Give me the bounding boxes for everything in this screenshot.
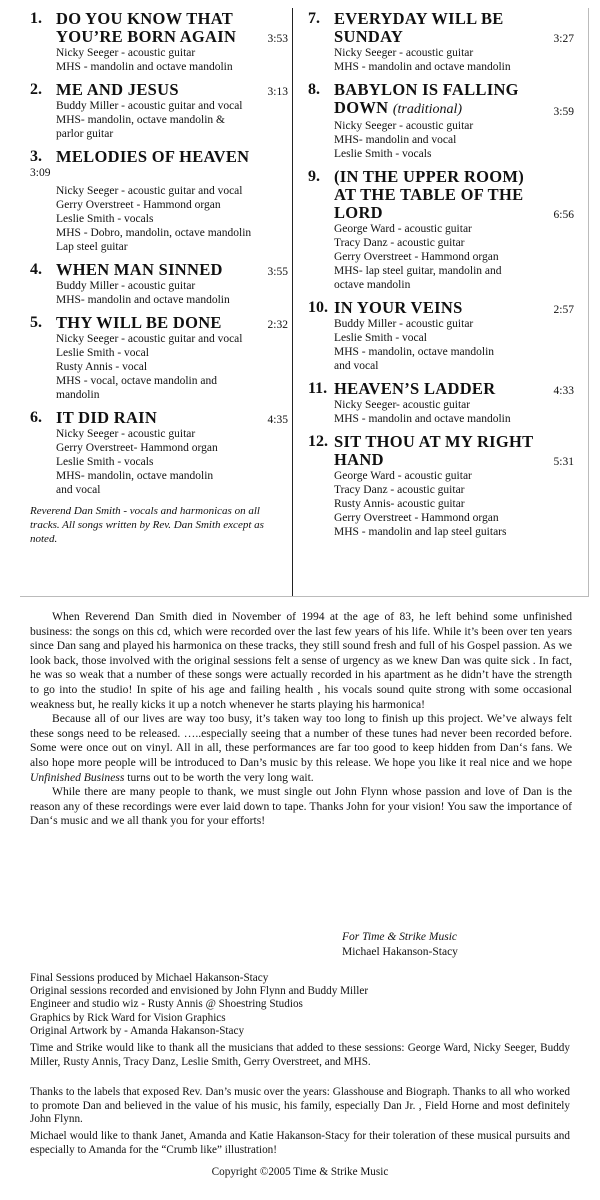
track-7 [308, 10, 574, 74]
track-6 [30, 409, 288, 497]
track-3 [30, 148, 288, 254]
credit-line: Nicky Seeger - acoustic guitar and vocal [56, 333, 243, 345]
copyright-notice: Copyright ©2005 Time & Strike Music [211, 1166, 389, 1178]
track-number: 5. [30, 314, 42, 331]
credit-line: parlor guitar [56, 128, 114, 140]
credit-line: MHS- mandolin, octave mandolin [56, 470, 214, 482]
credit-line: Gerry Overstreet- Hammond organ [56, 442, 218, 454]
thanks-labels: Thanks to the labels that exposed Rev. Dan’s music over the years: Glasshouse and Biograph. Thanks to all who worked to promote Dan and believed in the value of his music, his family, especially Dan Jr. , Field Horne and most definitely John Flynn. [30, 1086, 570, 1126]
credit-line: Buddy Miller - acoustic guitar [56, 280, 196, 292]
credit-line: MHS - vocal, octave mandolin and [56, 375, 217, 387]
track-credits [334, 398, 574, 426]
credit-line: Nicky Seeger - acoustic guitar [56, 47, 196, 59]
track-5 [30, 314, 288, 402]
track-title-note: (traditional) [392, 102, 463, 117]
credit-line: Lap steel guitar [56, 241, 128, 253]
track-credits [56, 184, 288, 254]
track-number: 2. [30, 81, 42, 98]
track-1 [30, 10, 288, 74]
production-line: Original Artwork by - Amanda Hakanson-Stacy [30, 1024, 245, 1037]
track-number: 9. [308, 168, 320, 185]
track-title: IT DID RAIN [56, 408, 158, 427]
track-number: 11. [308, 380, 328, 397]
production-line: Final Sessions produced by Michael Hakanson-Stacy [30, 972, 269, 984]
track-credits [56, 427, 288, 497]
production-line: Original sessions recorded and envisioned by John Flynn and Buddy Miller [30, 985, 369, 998]
track-title: IN YOUR VEINS [334, 298, 463, 317]
album-title-emphasis: Unfinished Business [30, 770, 125, 784]
credit-line: Buddy Miller - acoustic guitar and vocal [56, 100, 243, 112]
credit-line: Nicky Seeger - acoustic guitar [334, 47, 474, 59]
track-number: 12. [308, 433, 328, 450]
tracklist-right-column [308, 10, 574, 546]
track-duration: 4:33 [553, 385, 574, 397]
credit-line: MHS- mandolin, octave mandolin & [56, 114, 225, 126]
track-duration: 2:57 [553, 304, 574, 316]
track-title: HEAVEN’S LADDER [334, 379, 496, 398]
tracklist-left-column [30, 10, 288, 546]
credit-line: Rusty Annis - vocal [56, 361, 148, 373]
credit-line: Nicky Seeger - acoustic guitar [334, 120, 474, 132]
track-credits [56, 46, 288, 74]
track-credits [56, 279, 288, 307]
credit-line: and vocal [56, 484, 101, 496]
track-12 [308, 433, 574, 539]
track-title: DO YOU KNOW THAT YOU’RE BORN AGAIN [56, 9, 237, 46]
track-duration: 3:09 [30, 167, 51, 179]
thanks-family: Michael would like to thank Janet, Amanda and Katie Hakanson-Stacy for their toleration of these musical pursuits and especially to Amanda for the “Crumb like” illustration! [30, 1130, 570, 1156]
credit-line: Leslie Smith - vocal [56, 347, 149, 359]
credit-line: Nicky Seeger - acoustic guitar and vocal [56, 185, 243, 197]
track-title: MELODIES OF HEAVEN [56, 147, 250, 166]
track-duration: 3:55 [267, 266, 288, 278]
credit-line: MHS - Dobro, mandolin, octave mandolin [56, 227, 252, 239]
track-title [334, 81, 574, 119]
track-credits [56, 332, 288, 402]
credit-line: Gerry Overstreet - Hammond organ [334, 512, 499, 524]
track-number: 4. [30, 261, 42, 278]
track-duration: 5:31 [553, 456, 574, 468]
track-credits [334, 119, 574, 161]
track-title-text: BABYLON IS FALLING DOWN [334, 80, 519, 117]
liner-notes-text [30, 610, 572, 829]
track-duration: 2:32 [267, 319, 288, 331]
credit-line: MHS- mandolin and octave mandolin [56, 294, 230, 306]
production-line: Engineer and studio wiz - Rusty Annis @ Shoestring Studios [30, 998, 303, 1011]
liner-paragraph-2-text: Because all of our lives are way too busy, it’s taken way too long to finish up this project. We’ve always felt these songs need to be released. …..especially seeing that a number of these tunes had never been recorded before. Some were once out on vinyl. All in all, these performances are far too good to keep hidden from Dan‘s fans. We also hope more people will be introduced to Dan’s music by this release. We hope you like it real nice and we hope [30, 712, 572, 769]
track-number: 10. [308, 299, 328, 316]
credit-line: MHS - mandolin and lap steel guitars [334, 526, 507, 538]
track-credits [334, 469, 574, 539]
track-number: 7. [308, 10, 320, 27]
credit-line: Leslie Smith - vocals [334, 148, 432, 160]
performer-note: Reverend Dan Smith - vocals and harmonicas on all tracks. All songs written by Rev. Dan Smith except as noted. [30, 505, 264, 545]
production-credits [30, 972, 570, 1038]
track-10 [308, 299, 574, 373]
track-number: 1. [30, 10, 42, 27]
track-number: 3. [30, 148, 42, 165]
credit-line: Gerry Overstreet - Hammond organ [56, 199, 221, 211]
credit-line: Buddy Miller - acoustic guitar [334, 318, 474, 330]
signoff-name: Michael Hakanson-Stacy [342, 946, 458, 958]
track-credits [56, 99, 288, 141]
track-duration: 3:13 [267, 86, 288, 98]
credit-line: mandolin [56, 389, 100, 401]
track-duration: 3:27 [553, 33, 574, 45]
liner-paragraph-3: While there are many people to thank, we must single out John Flynn whose passion and love of Dan is the reason any of these recordings were ever laid down to tape. Thanks John for your vision! You saw the importance of Dan‘s music and we all thank you for your efforts! [30, 785, 572, 828]
thanks-musicians: Time and Strike would like to thank all the musicians that added to these sessions: George Ward, Nicky Seeger, Buddy Miller, Rusty Annis, Tracy Danz, Leslie Smith, Gerry Overstreet, and MHS. [30, 1042, 570, 1068]
track-11 [308, 380, 574, 426]
credit-line: Gerry Overstreet - Hammond organ [334, 251, 499, 263]
credit-line: Nicky Seeger- acoustic guitar [334, 399, 471, 411]
track-9 [308, 168, 574, 292]
credit-line: octave mandolin [334, 279, 411, 291]
credit-line: Tracy Danz - acoustic guitar [334, 237, 465, 249]
credit-line: Tracy Danz - acoustic guitar [334, 484, 465, 496]
credit-line: MHS- lap steel guitar, mandolin and [334, 265, 502, 277]
track-duration: 4:35 [267, 414, 288, 426]
column-divider [292, 8, 293, 596]
credit-line: MHS - mandolin and octave mandolin [334, 61, 511, 73]
track-number: 8. [308, 81, 320, 98]
credit-line: MHS - mandolin and octave mandolin [334, 413, 511, 425]
track-4 [30, 261, 288, 307]
track-number: 6. [30, 409, 42, 426]
signoff-label: For Time & Strike Music [342, 931, 457, 943]
liner-paragraph-1: When Reverend Dan Smith died in November of 1994 at the age of 83, he left behind some unfinished business: the songs on this cd, which were recorded over the last few years of his life. While it’s been over ten years since Dan sang and played his harmonica on these tracks, they still sound fresh and full of his Gospel passion. As we look back, those involved with the original sessions felt a sense of urgency as we knew Dan was quite sick . In fact, he was so weak that a number of these songs were actually recorded in his apartment as he didn’t have the strength to go into the studio! In spite of his age and failing health , his vocals sound quite strong with some occasional weakness but, he really kicks it up a notch whenever he starts playing his harmonica! [30, 610, 572, 711]
track-credits [334, 222, 574, 292]
credit-line: Leslie Smith - vocals [56, 213, 154, 225]
credit-line: George Ward - acoustic guitar [334, 470, 472, 482]
credit-line: Leslie Smith - vocals [56, 456, 154, 468]
track-title: SIT THOU AT MY RIGHT HAND [334, 432, 534, 469]
credit-line: and vocal [334, 360, 379, 372]
credit-line: George Ward - acoustic guitar [334, 223, 472, 235]
track-title: WHEN MAN SINNED [56, 260, 223, 279]
track-8 [308, 81, 574, 161]
track-credits [334, 317, 574, 373]
track-title: EVERYDAY WILL BE SUNDAY [334, 9, 504, 46]
credit-line: Rusty Annis- acoustic guitar [334, 498, 465, 510]
signoff [342, 930, 458, 960]
track-title: THY WILL BE DONE [56, 313, 222, 332]
track-title: ME AND JESUS [56, 80, 179, 99]
credit-line: Nicky Seeger - acoustic guitar [56, 428, 196, 440]
liner-paragraph-2 [30, 712, 572, 785]
credit-line: MHS - mandolin and octave mandolin [56, 61, 233, 73]
track-duration: 3:53 [267, 33, 288, 45]
credit-line: MHS- mandolin and vocal [334, 134, 457, 146]
track-duration: 3:59 [553, 106, 574, 118]
track-2 [30, 81, 288, 141]
liner-paragraph-2-end: turns out to be worth the very long wait. [124, 770, 314, 784]
track-credits [334, 46, 574, 74]
track-title: (IN THE UPPER ROOM) AT THE TABLE OF THE LORD [334, 167, 525, 222]
production-line: Graphics by Rick Ward for Vision Graphics [30, 1011, 226, 1024]
track-duration: 6:56 [553, 209, 574, 221]
credit-line: MHS - mandolin, octave mandolin [334, 346, 495, 358]
credit-line: Leslie Smith - vocal [334, 332, 427, 344]
